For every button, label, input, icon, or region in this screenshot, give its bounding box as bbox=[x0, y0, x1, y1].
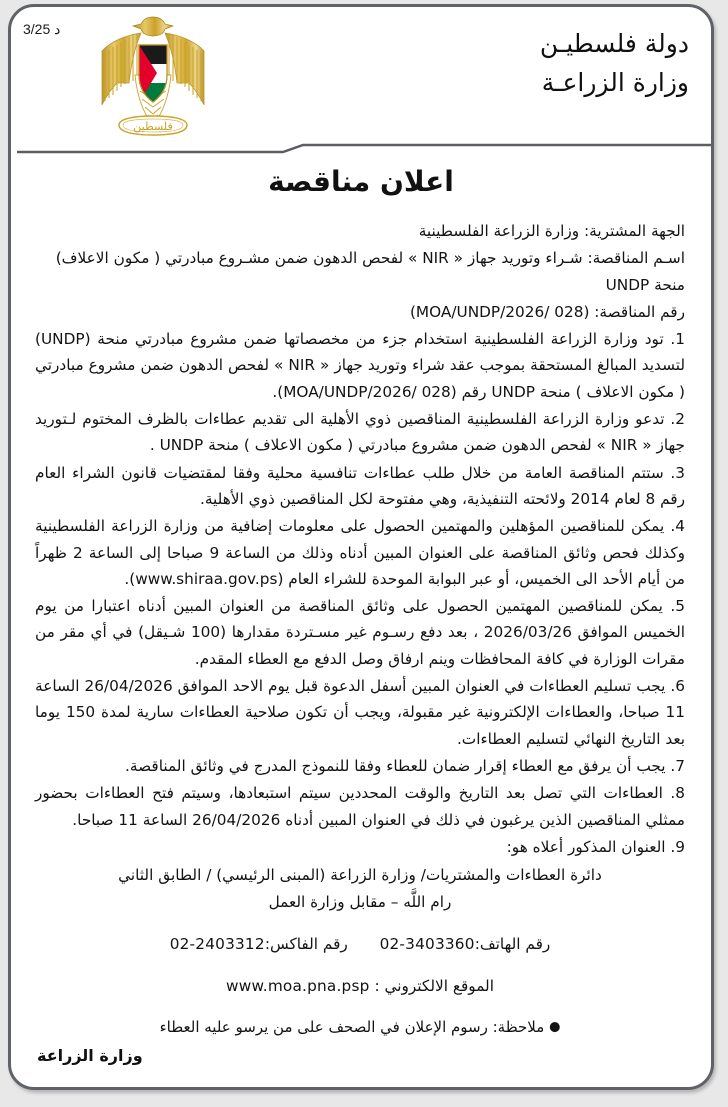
clause-7: 7. يجب أن يرفق مع العطاء إقرار ضمان للعطاء وفقا للنموذج المدرج في وثائق المناقصة. bbox=[125, 756, 685, 775]
address-city-line: رام اللَّه – مقابل وزارة العمل bbox=[268, 892, 452, 911]
fax-label: رقم الفاكس: bbox=[264, 934, 348, 953]
phone-label: رقم الهاتف: bbox=[474, 934, 551, 953]
clause-8: 8. العطاءات التي تصل بعد التاريخ والوقت المحددين سيتم استبعادها، وسيتم فتح العطاءات بحضور ممثلي المناقصين الذين يرغبون في ذلك في العنوان المبين أدناه 26/04/2026 الساعة 11 صباحا. bbox=[35, 784, 685, 829]
clause-1: 1. تود وزارة الزراعة الفلسطينية استخدام جزء من مخصصاتها ضمن مشروع مبادرتي منحة (UNDP) لتسديد المبالغ المستحقة بموجب عقد شراء وتوريد جهاز « NIR » لفحص الدهون ضمن مشروع مبادرتي ( مكون الاعلاف ) منحة UNDP رقم (MOA/UNDP/2026/ 028). bbox=[35, 330, 686, 401]
clause-3: 3. ستتم المناقصة العامة من خلال طلب عطاءات تنافسية محلية وفقا لمقتضيات قانون الشراء العام رقم 8 لعام 2014 ولائحته التنفيذية، وهي مفتوحة لكل المناقصين ذوي الأهلية. bbox=[35, 463, 685, 508]
document-reference-code: د 3/25 bbox=[23, 21, 61, 37]
footnote-line bbox=[35, 1015, 685, 1041]
clause-2: 2. تدعو وزارة الزراعة الفلسطينية المناقصين ذوي الأهلية الى تقديم عطاءات بالظرف المختوم لـتوريد جهاز « NIR » لفحص الدهون ضمن مشروع مبادرتي ( مكون الاعلاف ) منحة UNDP . bbox=[35, 410, 685, 455]
footer-signature: وزارة الزراعة bbox=[37, 1046, 143, 1065]
address-block bbox=[35, 862, 685, 1000]
ministry-name: وزارة الزراعـة bbox=[541, 67, 689, 97]
document-body bbox=[11, 218, 711, 1041]
document-header bbox=[11, 7, 711, 147]
state-name: دولة فلسطيـن bbox=[539, 29, 689, 58]
tender-announcement-page bbox=[8, 4, 714, 1090]
palestinian-coat-of-arms-emblem bbox=[89, 13, 217, 147]
phone-value: 02-3403360 bbox=[379, 934, 475, 953]
website-line bbox=[35, 973, 685, 1000]
clause-5: 5. يمكن للمناقصين المهتمين الحصول على وثائق المناقصة من العنوان المبين أدناه اعتبارا من يوم الخميس الموافق 2026/03/26 ، بعد دفع رسـوم غير مسـتردة مقدارها (100 شـيقل) في أي مقر من مقرات الوزارة في كافة المحافظات وينم ارفاق وصل الدفع مع العطاء المقدم. bbox=[35, 597, 685, 668]
svg-text:فلسطين: فلسطين bbox=[133, 120, 173, 133]
clause-9: 9. العنوان المذكور أعلاه هو: bbox=[506, 837, 685, 856]
ministry-heading bbox=[540, 25, 689, 103]
clause-4: 4. يمكن للمناقصين المؤهلين والمهتمين الحصول على معلومات إضافية من وزارة الزراعة الفلسطينية وكذلك فحص وثائق المناقصة على العنوان المبين أدناه وذلك من الساعة 9 صباحا إلى الساعة 2 ظهراً من أيام الأحد الى الخميس، أو عبر البوابة الموحدة للشراء العام (www.shiraa.gov.ps). bbox=[35, 517, 685, 588]
website-label: الموقع الالكتروني : bbox=[374, 977, 494, 996]
buyer-line: الجهة المشترية: وزارة الزراعة الفلسطينية bbox=[418, 222, 685, 240]
phone-fax-line bbox=[35, 931, 685, 958]
website-value[interactable]: www.moa.pna.psp bbox=[226, 977, 370, 996]
page-title: اعلان مناقصة bbox=[268, 165, 454, 198]
header-divider bbox=[11, 133, 711, 159]
address-department-line: دائرة العطاءات والمشتريات/ وزارة الزراعة (المبنى الرئيسي) / الطابق الثاني bbox=[118, 866, 602, 885]
tender-name-line: اسـم المناقصة: شـراء وتوريد جهاز « NIR » لفحص الدهون ضمن مشـروع مبادرتي ( مكون الاعلاف) منحة UNDP bbox=[55, 249, 685, 294]
tender-number-line: رقم المناقصة: (MOA/UNDP/2026/ 028) bbox=[409, 302, 685, 321]
bullet-icon: ● bbox=[549, 1019, 561, 1035]
clause-6: 6. يجب تسليم العطاءات في العنوان المبين أسفل الدعوة قبل يوم الاحد الموافق 26/04/2026 الساعة 11 صباحا، والعطاءات الإلكترونية غير مقبولة، ويجب أن تكون صلاحية العطاءات سارية لمدة 150 يوما بعد التاريخ النهائي لتسليم العطاءات. bbox=[35, 677, 685, 748]
fax-value: 02-2403312 bbox=[169, 934, 265, 953]
footnote-text: ملاحظة: رسوم الإعلان في الصحف على من يرسو عليه العطاء bbox=[159, 1018, 545, 1037]
